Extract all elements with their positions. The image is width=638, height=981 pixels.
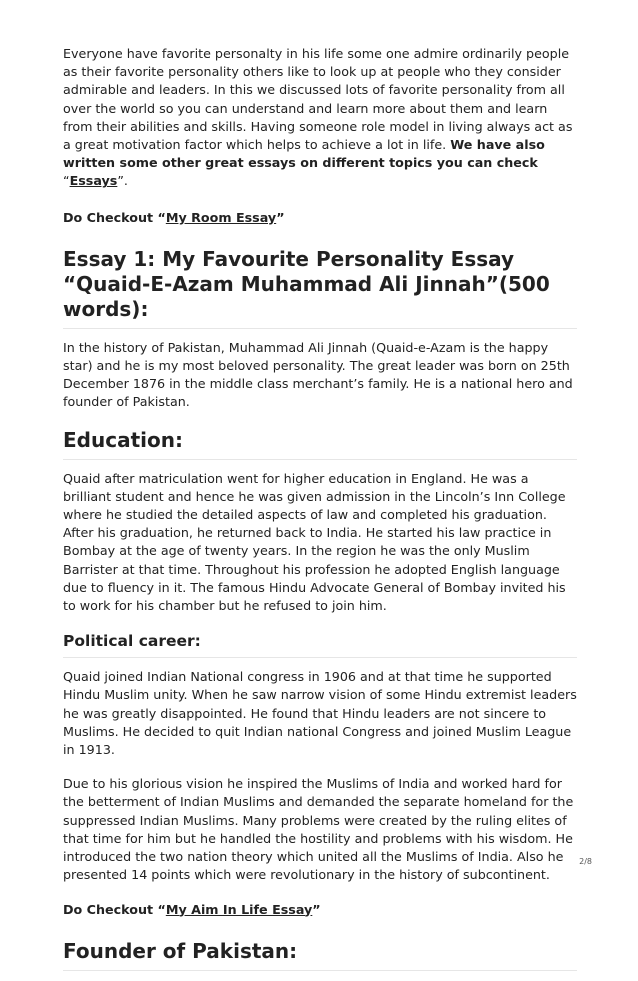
essay-heading: Essay 1: My Favourite Personality Essay “Quaid-E-Azam Muhammad Ali Jinnah”(500 words):	[63, 247, 577, 329]
education-heading: Education:	[63, 428, 577, 460]
checkout-aim-in-life	[63, 901, 577, 919]
intro-paragraph	[63, 45, 577, 191]
my-room-essay-link[interactable]: My Room Essay	[165, 209, 277, 225]
intro-text: Everyone have favorite personalty in his life some one admire ordinarily people as their favorite personality others like to look up at people who they consider admirable and leaders. In this we discussed lots of favorite personality from all over the world so you can understand and learn more about them and learn from their abilities and skills. Having someone role model in living always act as a great motivation factor which helps to achieve a lot in life.	[63, 46, 573, 153]
checkout-suffix: ”	[276, 209, 285, 225]
checkout-my-room	[63, 209, 577, 227]
intro-bold-text: We have also written some other great essays on different topics you can check	[63, 137, 545, 171]
quote-close: ”.	[117, 173, 128, 189]
political-career-heading: Political career:	[63, 631, 577, 658]
page-number: 2/8	[579, 857, 592, 866]
quote-open: “	[63, 173, 70, 189]
checkout-prefix: Do Checkout “	[63, 209, 166, 225]
aim-in-life-essay-link[interactable]: My Aim In Life Essay	[165, 901, 313, 917]
essays-link[interactable]: Essays	[69, 173, 118, 189]
essay-intro-paragraph: In the history of Pakistan, Muhammad Ali Jinnah (Quaid-e-Azam is the happy star) and he is my most beloved personality. The great leader was born on 25th December 1876 in the middle class merchant’s family. He is a national hero and founder of Pakistan.	[63, 339, 573, 410]
document-page	[63, 45, 577, 981]
political-paragraph-2: Due to his glorious vision he inspired the Muslims of India and worked hard for the betterment of Indian Muslims and demanded the separate homeland for the suppressed Indian Muslims. Many problems were created by the ruling elites of that time for him but he handled the hostility and problems with his wisdom. He introduced the two nation theory which united all the Muslims of India. Also he presented 14 points which were revolutionary in the history of subcontinent.	[63, 776, 574, 883]
founder-heading: Founder of Pakistan:	[63, 939, 577, 971]
education-paragraph: Quaid after matriculation went for higher education in England. He was a brilliant student and hence he was given admission in the Lincoln’s Inn College where he studied the detailed aspects of law and completed his graduation. After his graduation, he returned back to India. He started his law practice in Bombay at the age of twenty years. In the region he was the only Muslim Barrister at that time. Throughout his profession he adopted English language due to fluency in it. The famous Hindu Advocate General of Bombay invited his to work for his chamber but he refused to join him.	[63, 470, 566, 614]
checkout-prefix: Do Checkout “	[63, 901, 166, 917]
political-paragraph-1: Quaid joined Indian National congress in 1906 and at that time he supported Hindu Muslim unity. When he saw narrow vision of some Hindu extremist leaders he was greatly disappointed. He found that Hindu leaders are not sincere to Muslims. He decided to quit Indian national Congress and joined Muslim League in 1913.	[63, 669, 577, 758]
checkout-suffix: ”	[312, 901, 321, 917]
